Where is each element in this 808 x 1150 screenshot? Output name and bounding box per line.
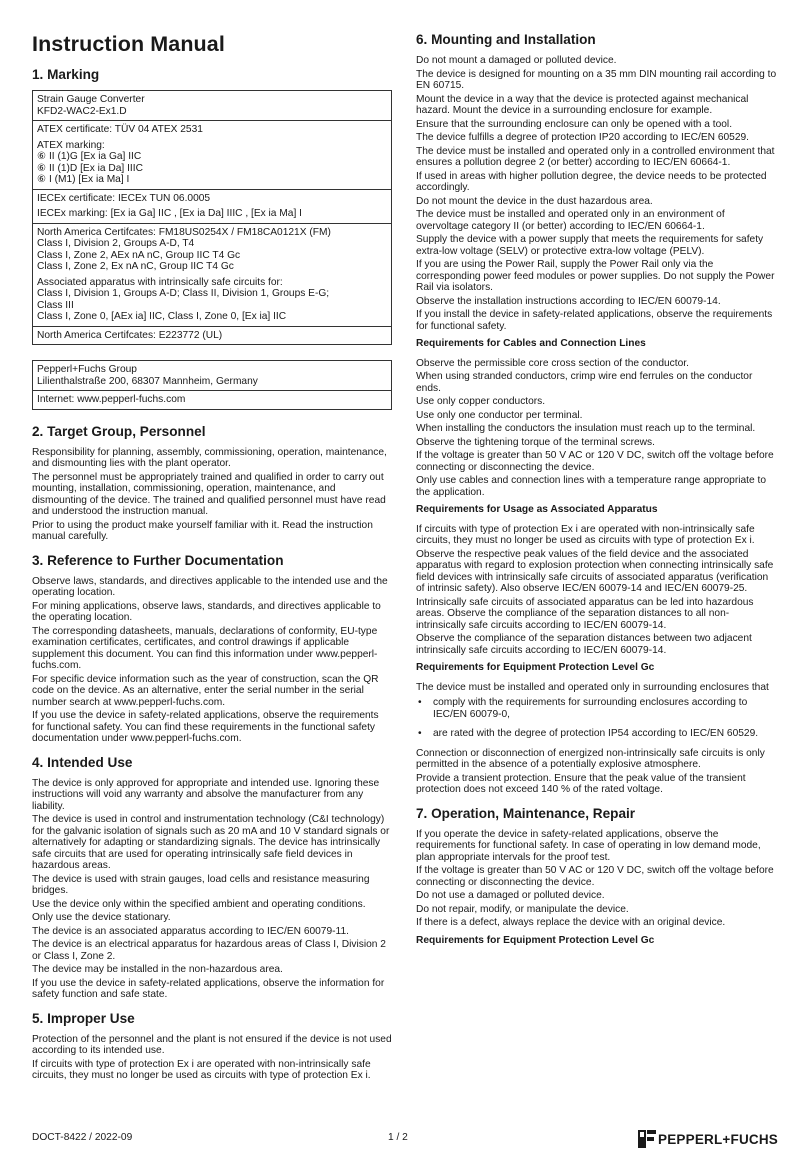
company-cell bbox=[33, 361, 391, 391]
paragraph: Observe the respective peak values of the field device and the associated apparatus with regard to explosion protection when connecting intrinsically safe field devices with intrinsically safe circuits of associated apparatus (verification of intrinsic safety). Also observe IEC/EN 60079-14 and IEC/EN 60079-25. bbox=[416, 548, 774, 594]
section-heading-operation: 7. Operation, Maintenance, Repair bbox=[416, 805, 636, 821]
paragraph: Observe the tightening torque of the terminal screws. bbox=[416, 436, 655, 448]
section-heading-intended-use: 4. Intended Use bbox=[32, 754, 133, 770]
paragraph: Mount the device in a way that the device is protected against mechanical hazard. Mount the device in a surrounding enclosure for example. bbox=[416, 93, 749, 116]
paragraph: Observe the installation instructions according to IEC/EN 60079-14. bbox=[416, 295, 721, 307]
paragraph: The device is an electrical apparatus for hazardous areas of Class I, Division 2 or Class I, Zone 2. bbox=[32, 939, 386, 962]
paragraph: If you operate the device in safety-related applications, observe the requirements for functional safety. In case of operating in low demand mode, plan appropriate intervals for the proof test. bbox=[416, 828, 761, 863]
paragraph: The personnel must be appropriately trained and qualified in order to carry out mounting, installation, commissioning, operation, maintenance, and dismounting of the device. The trained and qualified personnel must have read and understood the instruction manual. bbox=[32, 471, 386, 517]
marking-ul-cell bbox=[33, 327, 391, 345]
pepperl-fuchs-logo-icon bbox=[638, 1130, 656, 1148]
list-item: • comply with the requirements for surrounding enclosures according to IEC/EN 60079-0, bbox=[416, 697, 778, 720]
subheading-epl-gc: Requirements for Equipment Protection Level Gc bbox=[416, 662, 655, 673]
section-heading-mounting: 6. Mounting and Installation bbox=[416, 32, 596, 47]
paragraph: If the voltage is greater than 50 V AC or 120 V DC, switch off the voltage before connecting or disconnecting the device. bbox=[416, 865, 774, 888]
paragraph: If the voltage is greater than 50 V AC or 120 V DC, switch off the voltage before connecting or disconnecting the device. bbox=[416, 450, 774, 473]
atex-certificate: ATEX certificate: TÜV 04 ATEX 2531 bbox=[37, 124, 203, 135]
list-item: • are rated with the degree of protection IP54 according to IEC/EN 60529. bbox=[416, 728, 778, 740]
brand-name: PEPPERL+FUCHS bbox=[658, 1131, 778, 1147]
page-number: 1 / 2 bbox=[388, 1132, 408, 1143]
paragraph: The device must be installed and operated only in surrounding enclosures that bbox=[416, 681, 769, 693]
paragraph: Do not repair, modify, or manipulate the device. bbox=[416, 903, 629, 915]
marking-product-cell bbox=[33, 91, 391, 121]
paragraph: The corresponding datasheets, manuals, declarations of conformity, EU-type examination certificates, certificates, and control drawings if applicable supplement this document. You can find this information under www.pepperl-fuchs.com. bbox=[32, 625, 378, 671]
paragraph: If used in areas with higher pollution degree, the device needs to be protected accordingly. bbox=[416, 170, 767, 193]
assoc-line: Class I, Division 1, Groups A-D; Class II, Division 1, Groups E-G; bbox=[37, 288, 330, 299]
marking-atex-cell bbox=[33, 121, 391, 190]
product-name: Strain Gauge Converter bbox=[37, 94, 145, 105]
assoc-line: Class III bbox=[37, 299, 74, 311]
company-internet: Internet: www.pepperl-fuchs.com bbox=[37, 394, 186, 405]
paragraph: The device fulfills a degree of protection IP20 according to IEC/EN 60529. bbox=[416, 132, 749, 143]
paragraph: The device is used in control and instrumentation technology (C&I technology) for the galvanic isolation of signals such as 20 mA and 10 V standard signals or alternatively for adapting or standardizing signals. The device has intrinsically safe circuits that are used for operating intrinsically safe field devices in hazardous areas. bbox=[32, 814, 390, 871]
assoc-line: Class I, Zone 0, [AEx ia] IIC, Class I, Zone 0, [Ex ia] IIC bbox=[37, 311, 287, 322]
na-line: Class I, Zone 2, Ex nA nC, Group IIC T4 Gc bbox=[37, 261, 234, 272]
paragraph: Use only copper conductors. bbox=[416, 396, 546, 407]
iecex-marking: IECEx marking: [Ex ia Ga] IIC , [Ex ia Da] IIIC , [Ex ia Ma] I bbox=[37, 208, 302, 219]
bullet-list bbox=[416, 697, 778, 740]
assoc-line: Associated apparatus with intrinsically safe circuits for: bbox=[37, 276, 283, 288]
paragraph: If you use the device in safety-related applications, observe the information for safety function and safe state. bbox=[32, 977, 385, 1000]
section-heading-target-group: 2. Target Group, Personnel bbox=[32, 423, 206, 439]
left-column bbox=[32, 32, 392, 1084]
paragraph: If you use the device in safety-related applications, observe the requirements for functional safety. You can find these requirements in the functional safety documentation under www.pepperl-fuchs.com. bbox=[32, 710, 379, 744]
paragraph: Ensure that the surrounding enclosure can only be opened with a tool. bbox=[416, 118, 733, 130]
atex-line: ⑥ II (1)G [Ex ia Ga] IIC bbox=[37, 151, 142, 162]
internet-cell bbox=[33, 391, 391, 409]
paragraph: Use the device only within the specified ambient and operating conditions. bbox=[32, 898, 366, 910]
paragraph: If circuits with type of protection Ex i are operated with non-intrinsically safe circuits, they must no longer be used as circuits with type of protection Ex i. bbox=[416, 523, 755, 546]
right-column bbox=[416, 32, 778, 954]
marking-na-cell bbox=[33, 224, 391, 327]
paragraph: The device must be installed and operated only in a controlled environment that ensures a pollution degree 2 (or better) according to IEC/EN 60664-1. bbox=[416, 145, 775, 168]
paragraph: If you are using the Power Rail, supply the Power Rail only via the corresponding power feed modules or power supplies. Do not supply the Power Rail via isolators. bbox=[416, 259, 775, 293]
section-heading-marking: 1. Marking bbox=[32, 67, 100, 82]
company-name: Pepperl+Fuchs Group bbox=[37, 364, 137, 375]
brand-logo bbox=[638, 1130, 778, 1148]
document-number: DOCT-8422 / 2022-09 bbox=[32, 1132, 133, 1143]
paragraph: Responsibility for planning, assembly, commissioning, operation, maintenance, and dismounting lies with the plant operator. bbox=[32, 446, 387, 469]
na-cert-ul: North America Certifcates: E223772 (UL) bbox=[37, 329, 223, 341]
subheading-cables: Requirements for Cables and Connection Lines bbox=[416, 338, 646, 349]
atex-line: ⑥ I (M1) [Ex ia Ma] I bbox=[37, 174, 130, 185]
subheading-epl-gc-operation: Requirements for Equipment Protection Level Gc bbox=[416, 934, 655, 946]
section-heading-reference: 3. Reference to Further Documentation bbox=[32, 552, 284, 568]
paragraph: When using stranded conductors, crimp wire end ferrules on the conductor ends. bbox=[416, 371, 753, 394]
company-address: Lilienthalstraße 200, 68307 Mannheim, Germany bbox=[37, 375, 258, 387]
paragraph: The device is designed for mounting on a 35 mm DIN mounting rail according to EN 60715. bbox=[416, 68, 777, 91]
paragraph: Do not mount the device in the dust hazardous area. bbox=[416, 195, 653, 207]
paragraph: If there is a defect, always replace the device with an original device. bbox=[416, 917, 726, 928]
na-line: Class I, Zone 2, AEx nA nC, Group IIC T4 Gc bbox=[37, 249, 241, 261]
page-footer bbox=[32, 1130, 778, 1148]
marking-iecex-cell bbox=[33, 190, 391, 224]
subheading-associated-apparatus: Requirements for Usage as Associated Apparatus bbox=[416, 504, 658, 515]
atex-line: ⑥ II (1)D [Ex ia Da] IIIC bbox=[37, 162, 143, 174]
paragraph: Do not use a damaged or polluted device. bbox=[416, 890, 605, 901]
iecex-certificate: IECEx certificate: IECEx TUN 06.0005 bbox=[37, 192, 211, 204]
paragraph: When installing the conductors the insulation must reach up to the terminal. bbox=[416, 423, 756, 434]
na-line: North America Certifcates: FM18US0254X / FM18CA0121X (FM) bbox=[37, 226, 331, 238]
paragraph: Prior to using the product make yourself familiar with it. Read the instruction manual carefully. bbox=[32, 519, 373, 542]
paragraph: Protection of the personnel and the plant is not ensured if the device is not used according to its intended use. bbox=[32, 1033, 392, 1056]
paragraph: If you install the device in safety-related applications, observe the requirements for functional safety. bbox=[416, 309, 773, 332]
section-heading-improper-use: 5. Improper Use bbox=[32, 1010, 135, 1026]
paragraph: The device is an associated apparatus according to IEC/EN 60079-11. bbox=[32, 925, 349, 937]
page-title: Instruction Manual bbox=[32, 32, 225, 56]
paragraph: The device must be installed and operated only in an environment of overvoltage category II (or better) according to IEC/EN 60664-1. bbox=[416, 209, 725, 232]
paragraph: Observe the permissible core cross section of the conductor. bbox=[416, 357, 689, 369]
paragraph: If circuits with type of protection Ex i are operated with non-intrinsically safe circuits, they must no longer be used as circuits with type of protection Ex i. bbox=[32, 1058, 371, 1081]
company-box bbox=[32, 360, 392, 410]
marking-box bbox=[32, 90, 392, 345]
paragraph: Only use the device stationary. bbox=[32, 912, 171, 923]
product-code: KFD2-WAC2-Ex1.D bbox=[37, 105, 127, 117]
paragraph: Do not mount a damaged or polluted device. bbox=[416, 55, 617, 66]
paragraph: Supply the device with a power supply that meets the requirements for safety extra-low voltage (SELV) or protective extra-low voltage (PELV). bbox=[416, 234, 764, 257]
paragraph: Observe the compliance of the separation distances between two adjacent intrinsically safe circuits according to IEC/EN 60079-14. bbox=[416, 633, 752, 656]
paragraph: Observe laws, standards, and directives applicable to the intended use and the operating location. bbox=[32, 575, 388, 598]
na-line: Class I, Division 2, Groups A-D, T4 bbox=[37, 238, 195, 249]
atex-marking-label: ATEX marking: bbox=[37, 139, 105, 151]
paragraph: Intrinsically safe circuits of associated apparatus can be led into hazardous areas. Observe the compliance of the separation distances to all non-intrinsically safe circuits according to IEC/EN 60079-14. bbox=[416, 596, 754, 631]
paragraph: The device may be installed in the non-hazardous area. bbox=[32, 964, 283, 975]
paragraph: Only use cables and connection lines with a temperature range appropriate to the application. bbox=[416, 475, 766, 498]
paragraph: Provide a transient protection. Ensure that the peak value of the transient protection does not exceed 140 % of the rated voltage. bbox=[416, 772, 746, 795]
paragraph: The device is only approved for appropriate and intended use. Ignoring these instructions will void any warranty and absolve the manufacturer from any liability. bbox=[32, 777, 380, 812]
paragraph: For specific device information such as the year of construction, scan the QR code on the device. As an alternative, enter the serial number in the serial number search at www.pepperl-fuchs.com. bbox=[32, 673, 379, 708]
paragraph: For mining applications, observe laws, standards, and directives applicable to the operating location. bbox=[32, 600, 381, 623]
paragraph: The device is used with strain gauges, load cells and resistance measuring bridges. bbox=[32, 873, 370, 896]
paragraph: Use only one conductor per terminal. bbox=[416, 409, 583, 421]
paragraph: Connection or disconnection of energized non-intrinsically safe circuits is only permitted in the absence of a potentially explosive atmosphere. bbox=[416, 747, 765, 770]
